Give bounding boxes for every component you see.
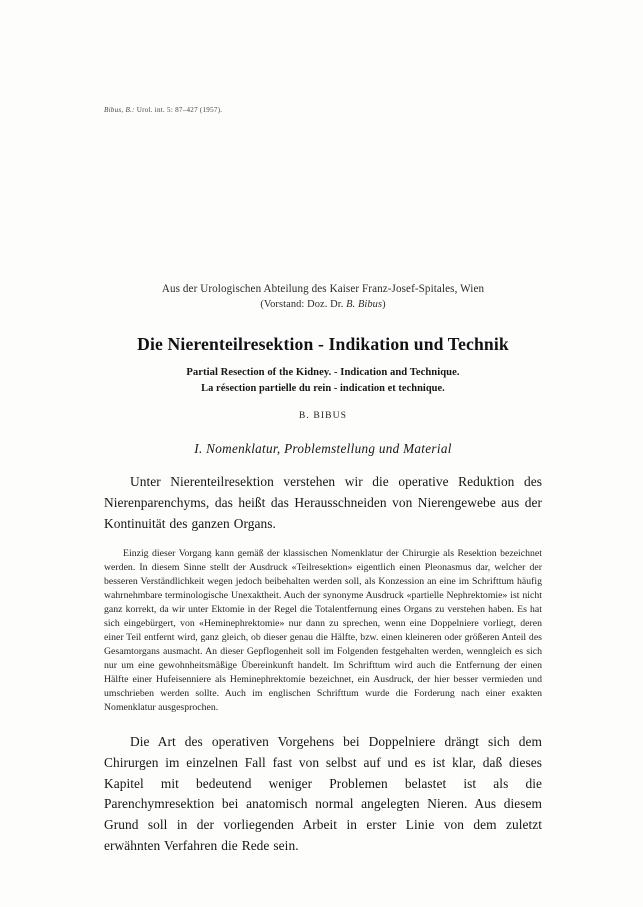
subtitle-block	[104, 365, 542, 396]
affiliation-head-suffix: )	[382, 299, 386, 311]
affiliation-head-prefix: (Vorstand: Doz. Dr.	[260, 299, 347, 311]
body-paragraph: Die Art des operativen Vorgehens bei Doppelniere drängt sich dem Chirurgen im einzelnen Fall fast von selbst auf und es ist klar, daß dieses Kapitel mit bedeutend weniger Problemen belastet ist als die Parenchymresektion bei anatomisch normal angelegten Nieren. Aus diesem Grund soll in der vorliegenden Arbeit in erster Linie von dem zuletzt erwähnten Verfahren die Rede sein.	[104, 734, 542, 853]
running-citation-header	[104, 106, 542, 114]
page-title: Die Nierenteilresektion - Indikation und Technik	[137, 334, 509, 355]
affiliation-head-name: B. Bibus	[346, 299, 383, 311]
page-content	[104, 106, 542, 856]
subtitle-french: La résection partielle du rein - indication et technique.	[201, 382, 445, 394]
body-paragraph: Unter Nierenteilresektion verstehen wir die operative Reduktion des Nierenparenchyms, das heißt das Herausschneiden von Nierengewebe aus der Kontinuität des ganzen Organs.	[104, 474, 542, 531]
subtitle-english: Partial Resection of the Kidney. - Indication and Technique.	[186, 367, 460, 379]
citation-author: Bibus, B.:	[104, 106, 135, 114]
affiliation-block	[104, 281, 542, 312]
body-paragraph-small: Einzig dieser Vorgang kann gemäß der klassischen Nomenklatur der Chirurgie als Resektion bezeichnet werden. In diesem Sinne stellt der Ausdruck «Teilresektion» eigentlich einen Pleonasmus dar, welcher der besseren Verständlichkeit wegen jedoch beibehalten werden soll, als Konzession an eine im Schrifttum häufig wahrnehmbare terminologische Unexaktheit. Auch der synonyme Ausdruck «partielle Nephrektomie» ist nicht ganz korrekt, da wir unter Ektomie in der Regel die Totalentfernung eines Organs zu verstehen haben. Es hat sich eingebürgert, von «Heminephrektomie» nur dann zu sprechen, wenn eine Doppelniere vorliegt, deren einer Teil entfernt wird, ganz gleich, ob dieser genau die Hälfte, bzw. einen kleineren oder größeren Anteil des Gesamtorgans ausmacht. An dieser Gepflogenheit soll im Folgenden festgehalten werden, wenngleich es sich nur um eine gewohnheitsmäßige Übereinkunft handelt. Im Schrifttum wird auch die Entfernung der einen Hälfte einer Hufeisenniere als Heminephrektomie bezeichnet, ein Ausdruck, der hier besser vermieden und umschrieben werden sollte. Auch im englischen Schrifttum wurde die Forderung nach einer exakten Nomenklatur ausgesprochen.	[104, 548, 542, 714]
affiliation-institution: Aus der Urologischen Abteilung des Kaiser Franz-Josef-Spitales, Wien	[161, 283, 485, 295]
author-name: B. BIBUS	[298, 410, 348, 422]
affiliation-head	[104, 297, 542, 312]
section-heading: I. Nomenklatur, Problemstellung und Material	[194, 441, 452, 457]
citation-source: Urol. int. 5: 87–427 (1957).	[136, 106, 223, 114]
